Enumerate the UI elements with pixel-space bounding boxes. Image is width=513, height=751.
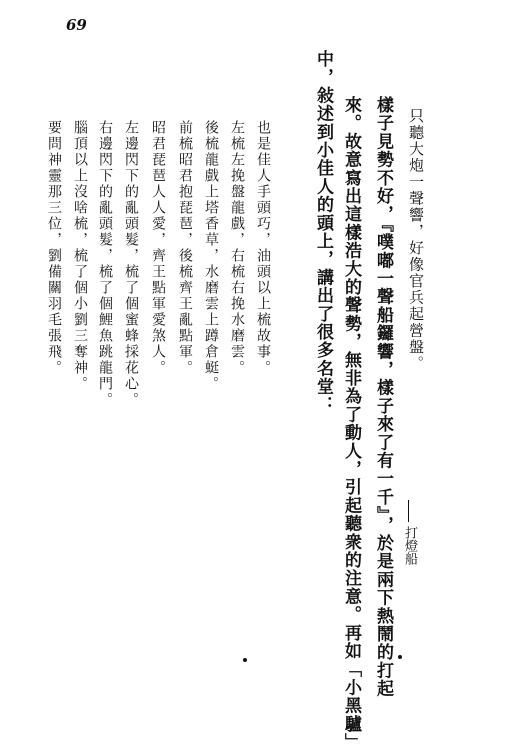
- verse-line: 左梳左挽盤龍戲，右梳右挽水磨雲。: [229, 120, 245, 376]
- page-number: 69: [66, 16, 87, 34]
- verse-line: 也是佳人手頭巧，油頭以上梳故事。: [255, 120, 271, 376]
- print-speck: [243, 658, 247, 662]
- verse-line: 要問神靈那三位，劉備關羽毛張飛。: [46, 120, 62, 376]
- print-speck: [398, 655, 402, 659]
- body-line: 中，敍述到小佳人的頭上，講出了很多名堂：: [313, 50, 333, 414]
- verse-line: 前梳昭君抱琵琶，後梳齊王亂點軍。: [177, 120, 193, 376]
- verse-line: 腦頂以上沒啥梳，梳了個小劉三奪神。: [72, 120, 88, 392]
- dash-mark: [408, 500, 410, 522]
- body-line: 樣子見勢不好，『噗嘟一聲船鑼響，樣子來了有一千』，於是兩下熱鬧的打起: [373, 96, 393, 698]
- verse-line: 後梳龍戲上塔香草，水磨雲上蹲倉蜓。: [203, 120, 219, 392]
- body-line: 只聽大炮一聲響，好像官兵起營盤。: [407, 108, 425, 372]
- verse-line: 左邊閃下的亂頭髮，梳了個蜜蜂採花心。: [123, 120, 139, 408]
- verse-line: 右邊閃下的亂頭髮，梳了個鯉魚跳龍門。: [97, 120, 113, 408]
- body-line: 來。故意寫出這樣浩大的聲勢，無非為了動人，引起聽衆的注意。再如「小黑驢」: [341, 96, 361, 751]
- source-attribution: [400, 500, 419, 565]
- verse-line: 昭君琵琶人人愛，齊王點軍愛煞人。: [150, 120, 166, 376]
- source-label: 打燈船: [402, 526, 417, 565]
